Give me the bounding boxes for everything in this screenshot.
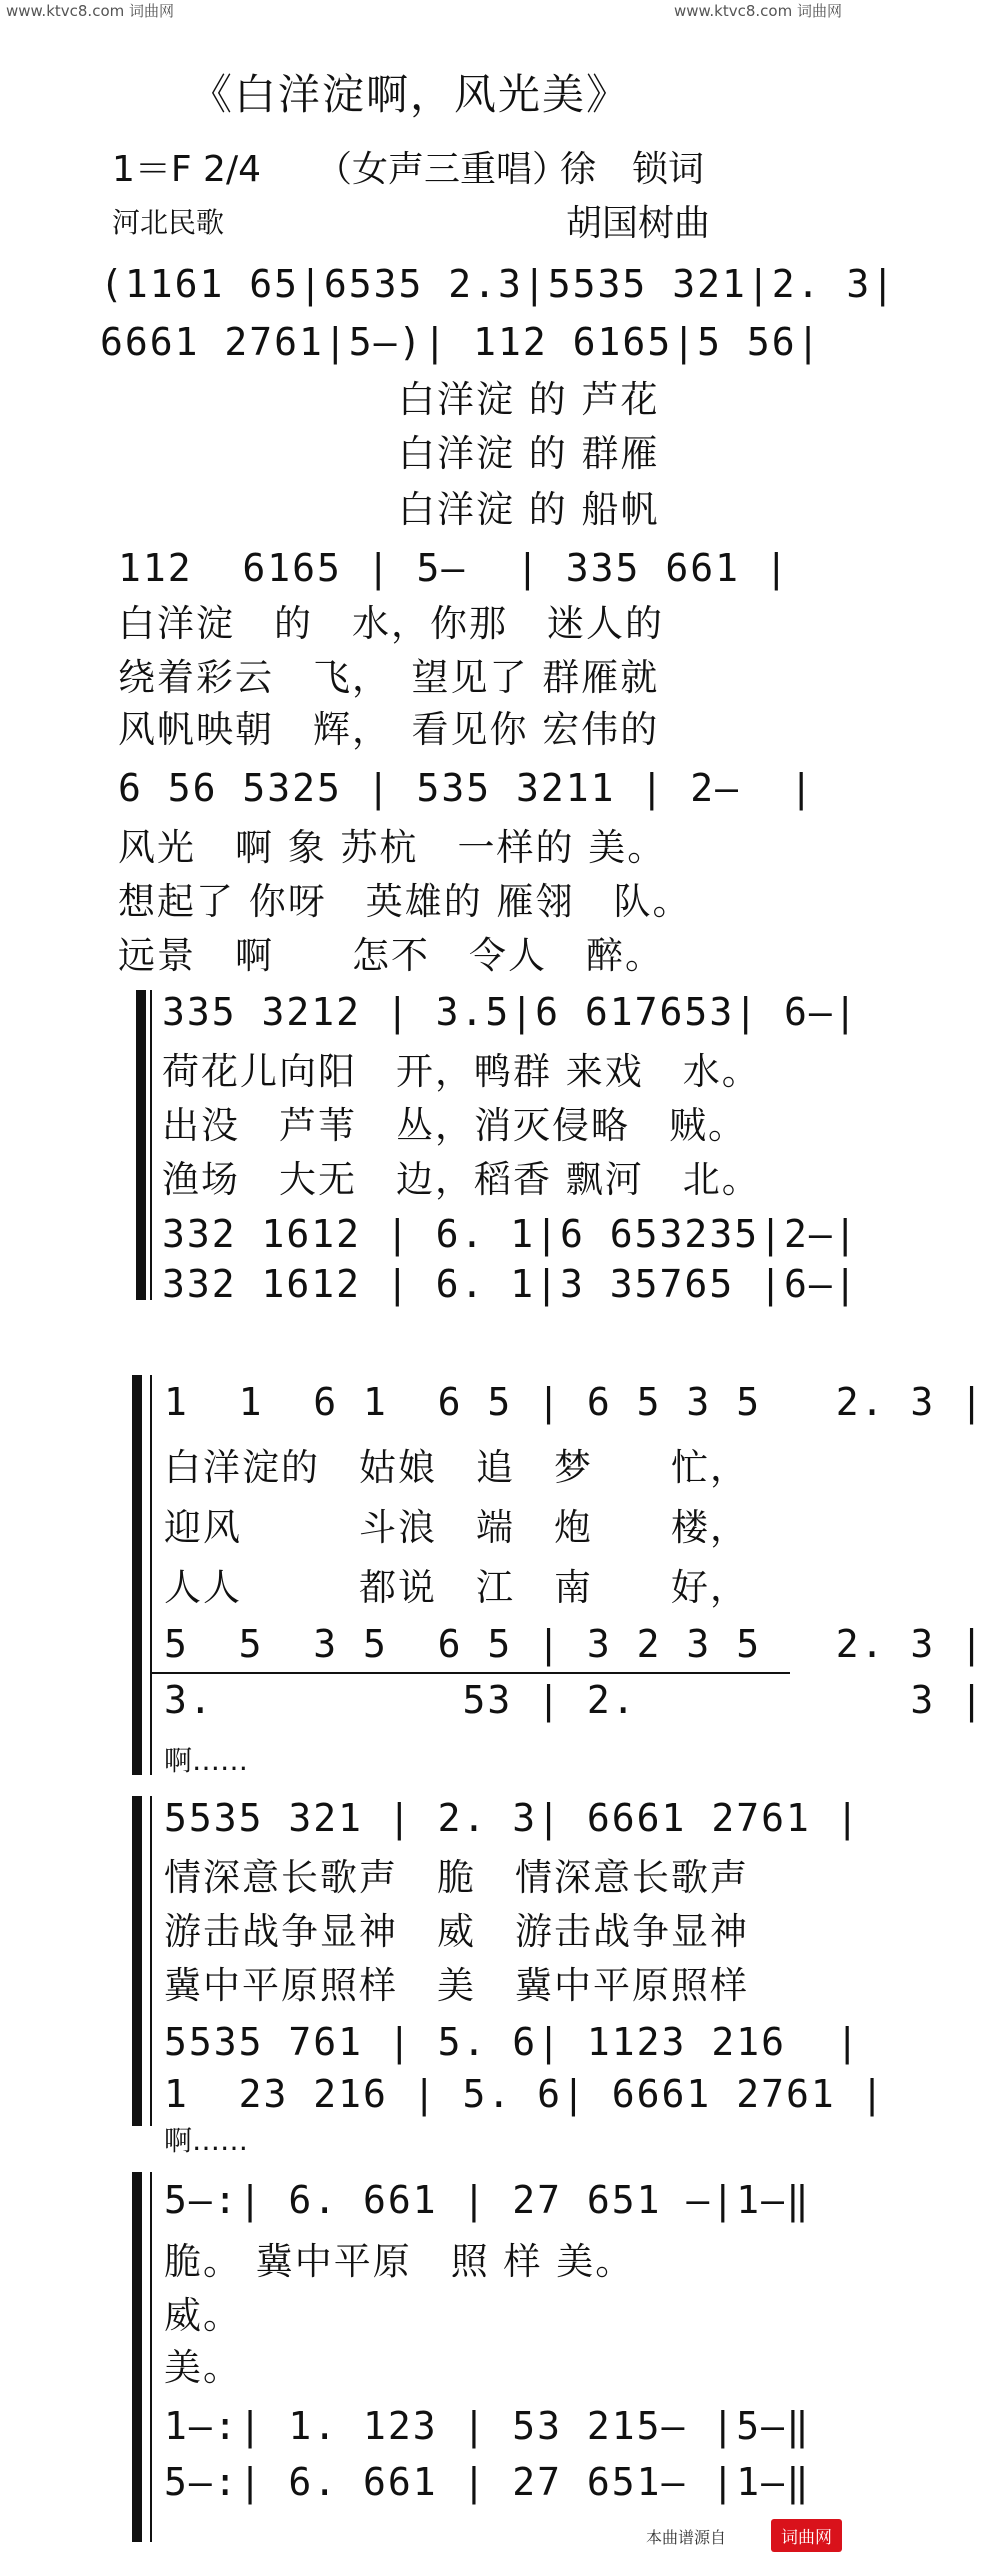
harmony-notes: 3. 53 | 2. 3 | xyxy=(164,1678,985,1722)
lyric-line: 人人 都说 江 南 好， xyxy=(164,1566,749,1609)
lyric-line: 白洋淀的 姑娘 追 梦 忙， xyxy=(164,1446,749,1489)
staff-divider xyxy=(150,1672,790,1674)
watermark-right: www.ktvc8.com 词曲网 xyxy=(673,2,842,20)
melody-notes: 1 1 6 1 6 5 | 6 5 3 5 2. 3 | xyxy=(164,1380,985,1424)
lyricist-credit: 徐 锁词 xyxy=(560,149,705,190)
lyric-line: 渔场 大无 边，稻香 飘河 北。 xyxy=(162,1158,761,1201)
system-bracket xyxy=(150,990,152,1300)
lyric-line: 风帆映朝 辉， 看见你 宏伟的 xyxy=(118,708,660,751)
watermark-left: www.ktvc8.com 词曲网 xyxy=(6,2,175,20)
key-meter: 1＝F 2/4 xyxy=(112,149,261,190)
melody-notes: 5535 321 | 2. 3| 6661 2761 | xyxy=(164,1796,861,1840)
lyric-line: 白洋淀 的 芦花 xyxy=(398,378,660,421)
melody-notes: 5—:| 6. 661 | 27 651 —|1—‖ xyxy=(164,2178,811,2222)
performance-note: （女声三重唱） xyxy=(316,149,569,190)
lyric-line: 出没 芦苇 丛，消灭侵略 贼。 xyxy=(162,1104,747,1147)
lyric-line: 白洋淀 的 水，你那 迷人的 xyxy=(118,602,664,645)
harmony-notes: 5—:| 6. 661 | 27 651— |1—‖ xyxy=(164,2460,811,2504)
lyric-line: 风光 啊 象 苏杭 一样的 美。 xyxy=(118,826,667,869)
song-origin: 河北民歌 xyxy=(112,206,225,239)
song-title: 《白洋淀啊，风光美》 xyxy=(190,70,631,119)
system-bracket xyxy=(150,1796,152,2126)
system-bracket xyxy=(150,1375,152,1775)
lyric-line: 脆。 冀中平原 照 样 美。 xyxy=(164,2240,635,2283)
harmony-notes: 332 1612 | 6. 1|3 35765 |6—| xyxy=(162,1262,859,1306)
lyric-line: 荷花儿向阳 开，鸭群 来戏 水。 xyxy=(162,1050,761,1093)
source-credit: 本曲谱源自 xyxy=(645,2528,726,2547)
site-logo-stamp: 词曲网 xyxy=(771,2519,842,2552)
harmony-notes: 1 23 216 | 5. 6| 6661 2761 | xyxy=(164,2072,886,2116)
composer-credit: 胡国树曲 xyxy=(566,203,711,244)
harmony-notes: 332 1612 | 6. 1|6 653235|2—| xyxy=(162,1212,859,1256)
system-brace xyxy=(132,1796,142,2126)
lyric-line: 想起了 你呀 英雄的 雁翎 队。 xyxy=(118,880,692,923)
melody-notes: 335 3212 | 3.5|6 617653| 6—| xyxy=(162,990,859,1034)
system-brace xyxy=(136,990,146,1300)
lyric-line: 情深意长歌声 脆 情深意长歌声 xyxy=(164,1856,749,1899)
lyric-line: 白洋淀 的 群雁 xyxy=(398,432,660,475)
lyric-line: 美。 xyxy=(164,2346,242,2389)
lyric-line: 冀中平原照样 美 冀中平原照样 xyxy=(164,1964,749,2007)
vocal-syllable: 啊…… xyxy=(164,2124,249,2157)
lyric-line: 威。 xyxy=(164,2294,242,2337)
intro-notes-1: (1161 65|6535 2.3|5535 321|2. 3| xyxy=(100,262,897,306)
lyric-line: 远景 啊 怎不 令人 醉。 xyxy=(118,934,664,977)
lyric-line: 白洋淀 的 船帆 xyxy=(398,488,660,531)
system-brace xyxy=(132,1375,142,1775)
melody-notes: 6 56 5325 | 535 3211 | 2— | xyxy=(118,766,815,810)
melody-notes: 112 6165 | 5— | 335 661 | xyxy=(118,546,790,590)
intro-notes-2: 6661 2761|5—)| 112 6165|5 56| xyxy=(100,320,822,364)
lyric-line: 游击战争显神 威 游击战争显神 xyxy=(164,1910,749,1953)
vocal-syllable: 啊…… xyxy=(164,1744,249,1777)
harmony-notes: 5535 761 | 5. 6| 1123 216 | xyxy=(164,2020,861,2064)
lyric-line: 迎风 斗浪 端 炮 楼， xyxy=(164,1506,749,1549)
system-bracket xyxy=(150,2172,152,2542)
system-brace xyxy=(132,2172,142,2542)
harmony-notes: 5 5 3 5 6 5 | 3 2 3 5 2. 3 | xyxy=(164,1622,985,1666)
harmony-notes: 1—:| 1. 123 | 53 215— |5—‖ xyxy=(164,2404,811,2448)
lyric-line: 绕着彩云 飞， 望见了 群雁就 xyxy=(118,656,660,699)
